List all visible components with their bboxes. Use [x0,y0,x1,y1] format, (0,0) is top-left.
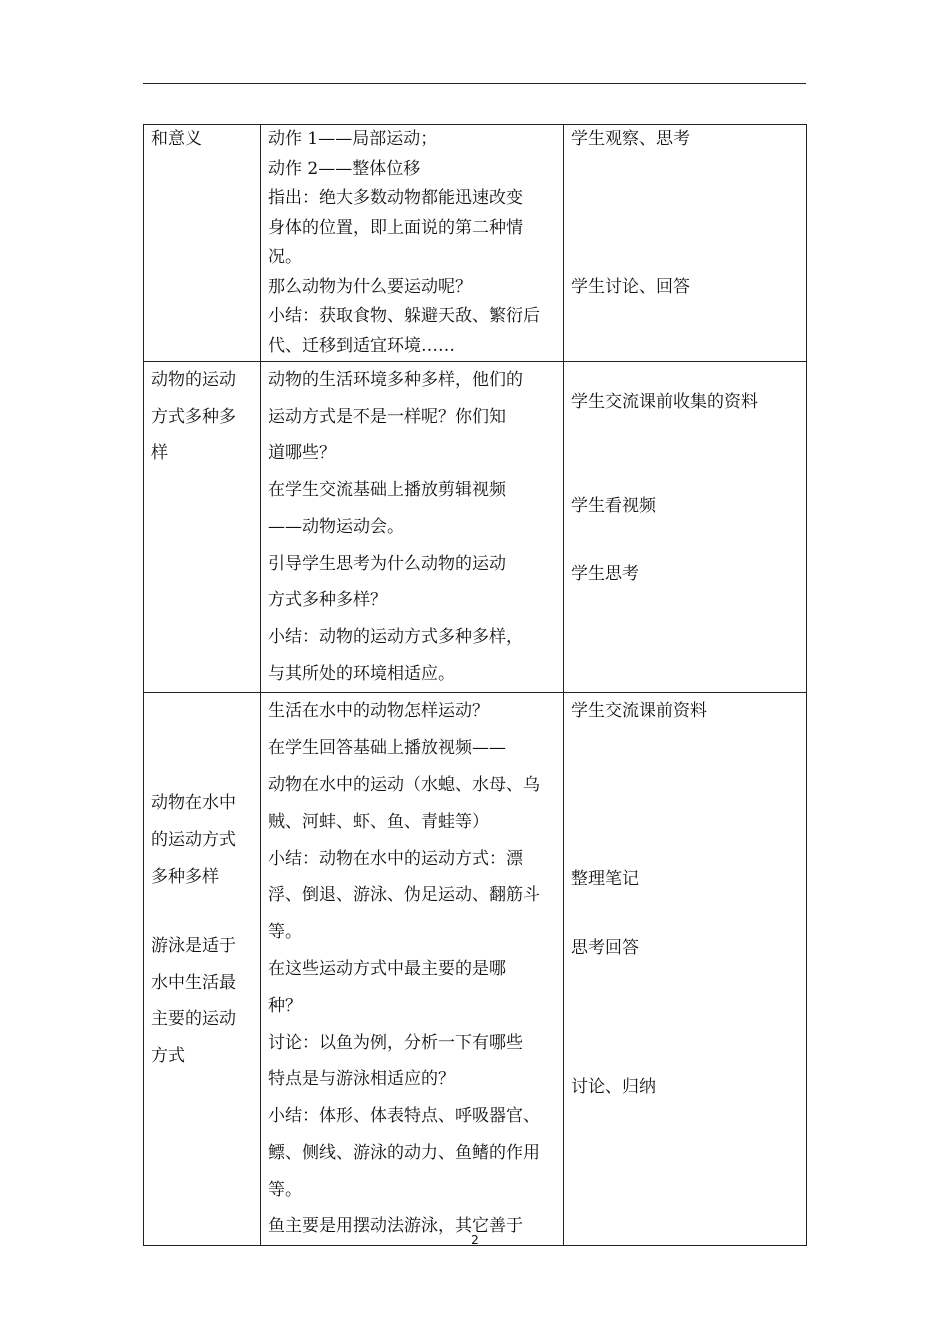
teacher-line: 在学生回答基础上播放视频—— [268,738,506,759]
teacher-line: 在这些运动方式中最主要的是哪 [268,958,506,979]
topic-line: 动物在水中 [151,793,236,814]
teacher-line: 生活在水中的动物怎样运动？ [268,701,489,722]
teacher-line: 小结：动物在水中的运动方式：漂 [268,848,523,869]
topic-line: 主要的运动 [151,1009,236,1030]
header-rule [143,83,806,84]
teacher-line: 鱼主要是用摆动法游泳，其它善于 [268,1216,523,1237]
topic-line: 游泳是适于 [151,935,236,956]
teacher-line: 等。 [268,1179,302,1200]
teacher-line: 种？ [268,995,302,1016]
teacher-line: 贼、河蚌、虾、鱼、青蛙等） [268,811,489,832]
teacher-line: ——动物运动会。 [268,516,404,537]
topic-cell [144,362,261,693]
table-row [144,362,807,693]
teacher-line: 运动方式是不是一样呢？你们知 [268,406,506,427]
topic-line: 多种多样 [151,866,219,887]
teacher-line: 况。 [268,247,302,267]
teacher-line: 与其所处的环境相适应。 [268,663,455,684]
teacher-line: 代、迁移到适宜环境…… [268,335,455,356]
teacher-line: 道哪些？ [268,443,336,464]
topic-line: 的运动方式 [151,830,236,851]
student-line: 思考回答 [571,937,639,958]
teacher-line: 浮、倒退、游泳、伪足运动、翻筋斗 [268,885,540,906]
topic-line: 和意义 [151,129,202,149]
student-activity-cell [564,125,807,362]
student-line: 学生讨论、回答 [571,276,690,297]
student-line: 学生交流课前资料 [571,701,707,722]
student-line: 学生交流课前收集的资料 [571,392,758,412]
teacher-line: 动作 2——整体位移 [268,158,421,179]
teacher-line: 讨论：以鱼为例，分析一下有哪些 [268,1032,523,1053]
student-line: 学生观察、思考 [571,129,690,149]
teacher-activity-cell [261,362,564,693]
lesson-plan-table [143,124,807,1246]
topic-line: 动物的运动 [151,370,236,390]
student-line: 学生思考 [571,564,639,585]
table-row [144,693,807,1246]
page-number: 2 [471,1233,479,1247]
teacher-line: 动物的生活环境多种多样，他们的 [268,370,523,390]
teacher-line: 鳔、侧线、游泳的动力、鱼鳍的作用 [268,1142,540,1163]
topic-cell [144,125,261,362]
teacher-line: 特点是与游泳相适应的？ [268,1069,455,1090]
student-activity-cell [564,362,807,693]
topic-line: 方式 [151,1046,185,1067]
student-line: 学生看视频 [571,495,656,516]
teacher-activity-cell [261,125,564,362]
teacher-line: 方式多种多样？ [268,590,387,611]
teacher-line: 小结：获取食物、躲避天敌、繁衍后 [268,306,540,326]
teacher-line: 动作 1——局部运动； [268,129,438,149]
topic-line: 水中生活最 [151,972,236,993]
teacher-line: 动物在水中的运动（水螅、水母、乌 [268,774,540,795]
student-activity-cell [564,693,807,1246]
teacher-line: 那么动物为什么要运动呢？ [268,276,472,297]
topic-line: 样 [151,443,168,464]
teacher-line: 小结：体形、体表特点、呼吸器官、 [268,1106,540,1127]
student-line: 整理笔记 [571,869,639,890]
teacher-activity-cell [261,693,564,1246]
topic-cell [144,693,261,1246]
teacher-line: 小结：动物的运动方式多种多样， [268,626,523,647]
teacher-line: 在学生交流基础上播放剪辑视频 [268,480,506,501]
student-line: 讨论、归纳 [571,1076,656,1097]
topic-line: 方式多种多 [151,406,236,427]
table-row [144,125,807,362]
teacher-line: 指出：绝大多数动物都能迅速改变 [268,188,523,208]
teacher-line: 引导学生思考为什么动物的运动 [268,553,506,574]
teacher-line: 等。 [268,922,302,943]
teacher-line: 身体的位置，即上面说的第二种情 [268,217,523,238]
